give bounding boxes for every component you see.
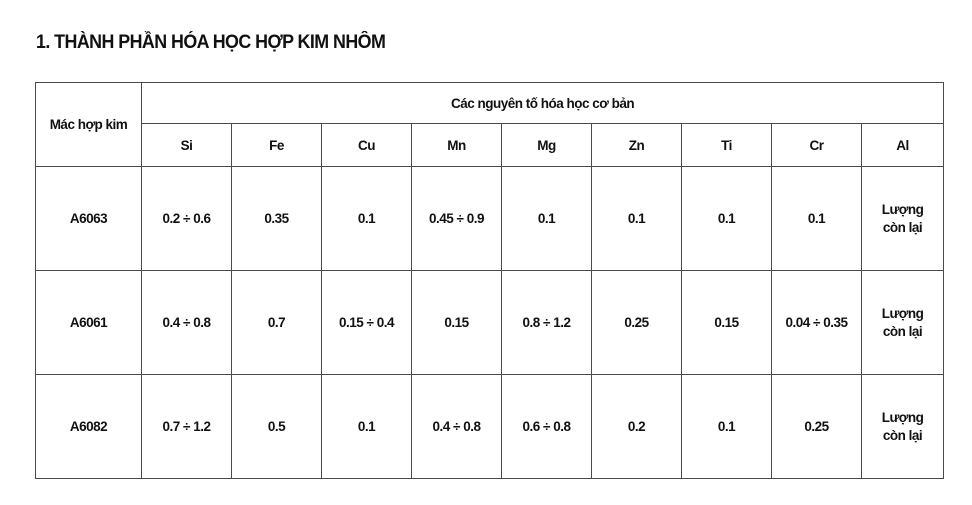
value-cell: 0.1 <box>322 375 412 479</box>
value-cell: 0.45 ÷ 0.9 <box>412 167 502 271</box>
remainder-line-2: còn lại <box>882 323 923 339</box>
elements-group-header: Các nguyên tố hóa học cơ bản <box>142 83 944 124</box>
value-cell: 0.6 ÷ 0.8 <box>502 375 592 479</box>
value-cell: 0.4 ÷ 0.8 <box>142 271 232 375</box>
value-cell: 0.5 <box>232 375 322 479</box>
alloy-grade-cell: A6082 <box>36 375 142 479</box>
element-header-al: Al <box>862 124 944 167</box>
alloy-composition-table <box>35 82 944 479</box>
element-header-mn: Mn <box>412 124 502 167</box>
remainder-line-1: Lượng <box>881 305 924 321</box>
element-header-cr: Cr <box>772 124 862 167</box>
value-cell: 0.1 <box>592 167 682 271</box>
value-cell: 0.15 <box>412 271 502 375</box>
remainder-line-1: Lượng <box>881 201 924 217</box>
value-cell: 0.1 <box>772 167 862 271</box>
element-header-zn: Zn <box>592 124 682 167</box>
value-cell: 0.15 <box>682 271 772 375</box>
element-header-si: Si <box>142 124 232 167</box>
value-cell: 0.1 <box>322 167 412 271</box>
element-header-ti: Ti <box>682 124 772 167</box>
element-header-mg: Mg <box>502 124 592 167</box>
table-row <box>36 271 944 375</box>
element-header-cu: Cu <box>322 124 412 167</box>
value-cell: 0.2 ÷ 0.6 <box>142 167 232 271</box>
alloy-grade-cell: A6063 <box>36 167 142 271</box>
value-cell: 0.04 ÷ 0.35 <box>772 271 862 375</box>
value-cell: 0.1 <box>682 375 772 479</box>
value-cell: 0.35 <box>232 167 322 271</box>
remainder-line-1: Lượng <box>881 409 924 425</box>
alloy-grade-header: Mác hợp kim <box>36 83 142 167</box>
value-cell: 0.7 ÷ 1.2 <box>142 375 232 479</box>
value-cell: 0.7 <box>232 271 322 375</box>
remainder-line-2: còn lại <box>882 427 923 443</box>
table-header-row <box>36 83 944 124</box>
remainder-cell <box>862 375 944 479</box>
table-row <box>36 167 944 271</box>
remainder-line-2: còn lại <box>882 219 923 235</box>
page-title: 1. THÀNH PHẦN HÓA HỌC HỢP KIM NHÔM <box>36 32 386 53</box>
value-cell: 0.4 ÷ 0.8 <box>412 375 502 479</box>
value-cell: 0.25 <box>592 271 682 375</box>
value-cell: 0.25 <box>772 375 862 479</box>
element-header-fe: Fe <box>232 124 322 167</box>
remainder-cell <box>862 167 944 271</box>
alloy-grade-cell: A6061 <box>36 271 142 375</box>
value-cell: 0.1 <box>682 167 772 271</box>
table-row <box>36 375 944 479</box>
remainder-cell <box>862 271 944 375</box>
element-header-row <box>36 124 944 167</box>
value-cell: 0.15 ÷ 0.4 <box>322 271 412 375</box>
value-cell: 0.2 <box>592 375 682 479</box>
value-cell: 0.8 ÷ 1.2 <box>502 271 592 375</box>
value-cell: 0.1 <box>502 167 592 271</box>
